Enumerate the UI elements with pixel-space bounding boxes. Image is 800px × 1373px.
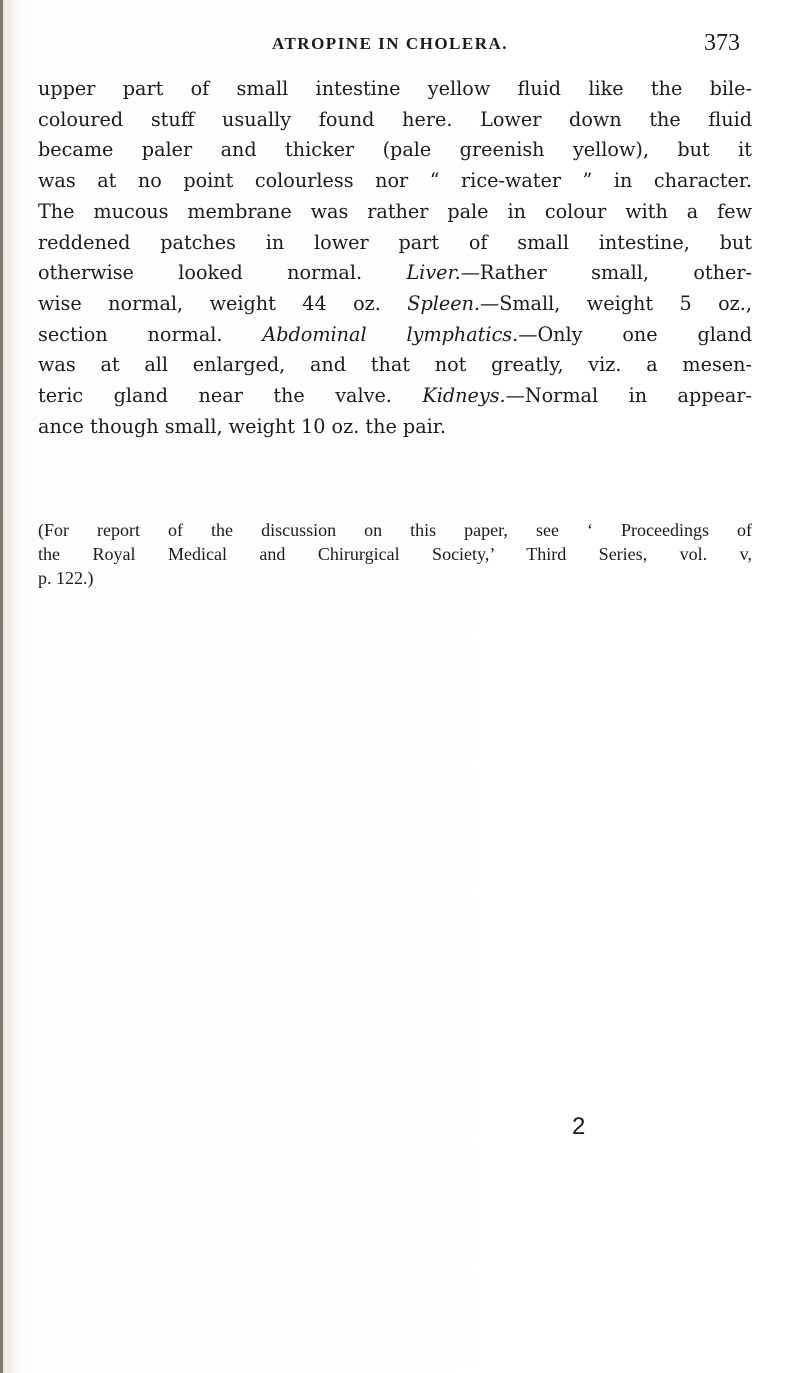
text-line: was at all enlarged, and that not greatly, viz. a mesen- [38, 353, 752, 377]
text-line [38, 258, 752, 289]
text-line: coloured stuff usually found here. Lower down the fluid [38, 107, 752, 131]
footnote-line: the Royal Medical and Chirurgical Society,’ Third Series, vol. v, [38, 544, 752, 564]
signature-mark: 2 [572, 1113, 586, 1140]
text-line: upper part of small intestine yellow fluid like the bile- [38, 77, 752, 100]
footnote [38, 518, 752, 590]
text-segment: —Rather small, other- [460, 261, 752, 285]
text-line: reddened patches in lower part of small intestine, but [38, 230, 752, 254]
text-segment: wise normal, weight 44 oz. [38, 291, 381, 315]
liver-heading: Liver. [406, 261, 461, 285]
binding-edge [0, 0, 3, 1373]
text-segment: —Normal in appear- [505, 384, 752, 408]
text-line [38, 320, 752, 351]
running-title: ATROPINE IN CHOLERA. [271, 34, 509, 53]
text-segment: otherwise looked normal. [38, 261, 363, 285]
text-segment: —Small, weight 5 oz., [480, 291, 752, 315]
kidneys-heading: Kidneys. [422, 384, 506, 408]
text-segment: teric gland near the valve. [38, 384, 392, 408]
text-line: The mucous membrane was rather pale in colour with a few [38, 199, 752, 223]
text-line: ance though small, weight 10 oz. the pair. [38, 414, 446, 438]
text-line: was at no point colourless nor “ rice-water ” in character. [38, 169, 752, 193]
footnote-line: p. 122.) [38, 568, 94, 588]
body-paragraph [38, 74, 752, 442]
text-line [38, 289, 752, 320]
text-line [38, 381, 752, 412]
running-head [40, 30, 740, 58]
text-segment: —Only one gland [518, 322, 752, 346]
text-segment: section normal. [38, 322, 223, 346]
spleen-heading: Spleen. [407, 291, 481, 315]
footnote-line: (For report of the discussion on this paper, see ‘ Proceedings of [38, 520, 752, 540]
lymphatics-heading: Abdominal lymphatics. [262, 322, 519, 346]
page-number: 373 [704, 30, 740, 56]
text-line: became paler and thicker (pale greenish yellow), but it [38, 138, 752, 162]
